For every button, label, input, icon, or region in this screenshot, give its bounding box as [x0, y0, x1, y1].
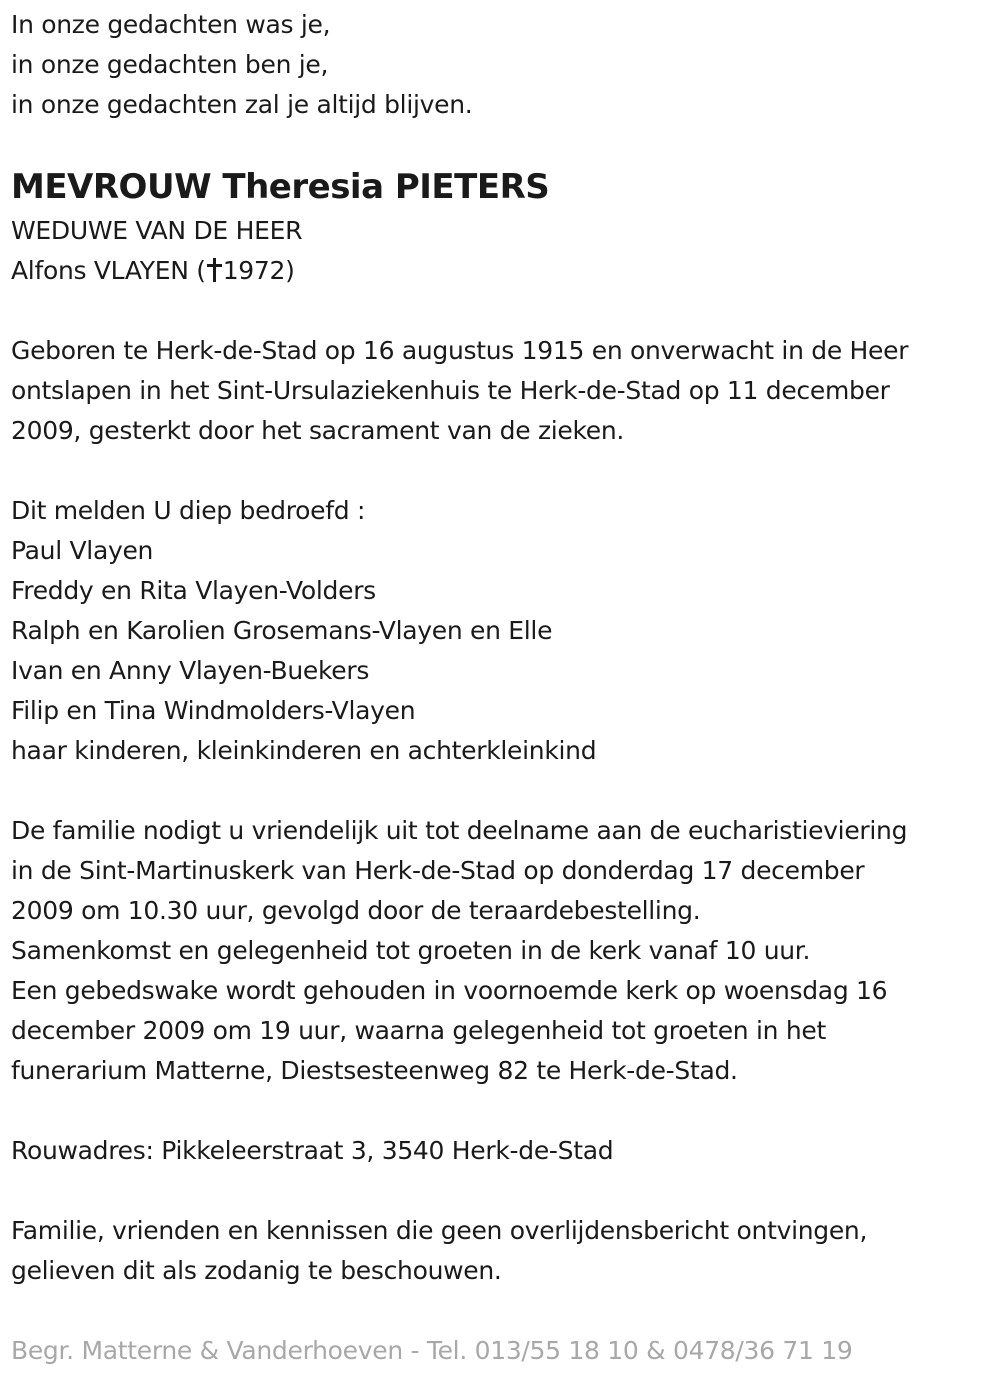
verse [11, 5, 994, 125]
family-member: Freddy en Rita Vlayen-Volders [11, 576, 376, 605]
verse-line: In onze gedachten was je, [11, 10, 331, 39]
paragraph-line: ontslapen in het Sint-Ursulaziekenhuis te Herk-de-Stad op 11 december [11, 376, 890, 405]
funeral-home-footer: Begr. Matterne & Vanderhoeven - Tel. 013/55 18 10 & 0478/36 71 19 [11, 1336, 853, 1365]
paragraph-line: Familie, vrienden en kennissen die geen overlijdensbericht ontvingen, [11, 1216, 868, 1245]
paragraph-line: 2009 om 10.30 uur, gevolgd door de teraardebestelling. [11, 896, 701, 925]
deceased-name: MEVROUW Theresia PIETERS [11, 167, 550, 207]
family-member: Paul Vlayen [11, 536, 154, 565]
spouse-name: Alfons VLAYEN ( [11, 256, 206, 285]
family-member: Ivan en Anny Vlayen-Buekers [11, 656, 370, 685]
family-member: Filip en Tina Windmolders-Vlayen [11, 696, 416, 725]
widow-label: WEDUWE VAN DE HEER [11, 216, 303, 245]
paragraph-line: gelieven dit als zodanig te beschouwen. [11, 1256, 502, 1285]
paragraph-line: Een gebedswake wordt gehouden in voornoemde kerk op woensdag 16 [11, 976, 888, 1005]
death-notice [11, 5, 994, 1371]
paragraph-line: 2009, gesterkt door het sacrament van de zieken. [11, 416, 625, 445]
spouse-death-year: 1972) [222, 256, 295, 285]
closing-paragraph [11, 1211, 994, 1291]
family-member: Ralph en Karolien Grosemans-Vlayen en Elle [11, 616, 553, 645]
cross-icon [207, 258, 221, 282]
verse-line: in onze gedachten zal je altijd blijven. [11, 90, 473, 119]
paragraph-line: funerarium Matterne, Diestsesteenweg 82 te Herk-de-Stad. [11, 1056, 738, 1085]
paragraph-line: in de Sint-Martinuskerk van Herk-de-Stad op donderdag 17 december [11, 856, 865, 885]
paragraph-line: De familie nodigt u vriendelijk uit tot deelname aan de eucharistieviering [11, 816, 908, 845]
paragraph-line: Geboren te Herk-de-Stad op 16 augustus 1915 en onverwacht in de Heer [11, 336, 909, 365]
announcement-intro: Dit melden U diep bedroefd : [11, 496, 366, 525]
paragraph-line: december 2009 om 19 uur, waarna gelegenheid tot groeten in het [11, 1016, 826, 1045]
mourning-address: Rouwadres: Pikkeleerstraat 3, 3540 Herk-de-Stad [11, 1136, 614, 1165]
paragraph-line: Samenkomst en gelegenheid tot groeten in de kerk vanaf 10 uur. [11, 936, 811, 965]
birth-death-paragraph [11, 331, 994, 451]
ceremony-paragraph [11, 811, 994, 1091]
family-member: haar kinderen, kleinkinderen en achterkleinkind [11, 736, 597, 765]
verse-line: in onze gedachten ben je, [11, 50, 329, 79]
family-list [11, 531, 994, 771]
spouse-line [11, 251, 994, 291]
